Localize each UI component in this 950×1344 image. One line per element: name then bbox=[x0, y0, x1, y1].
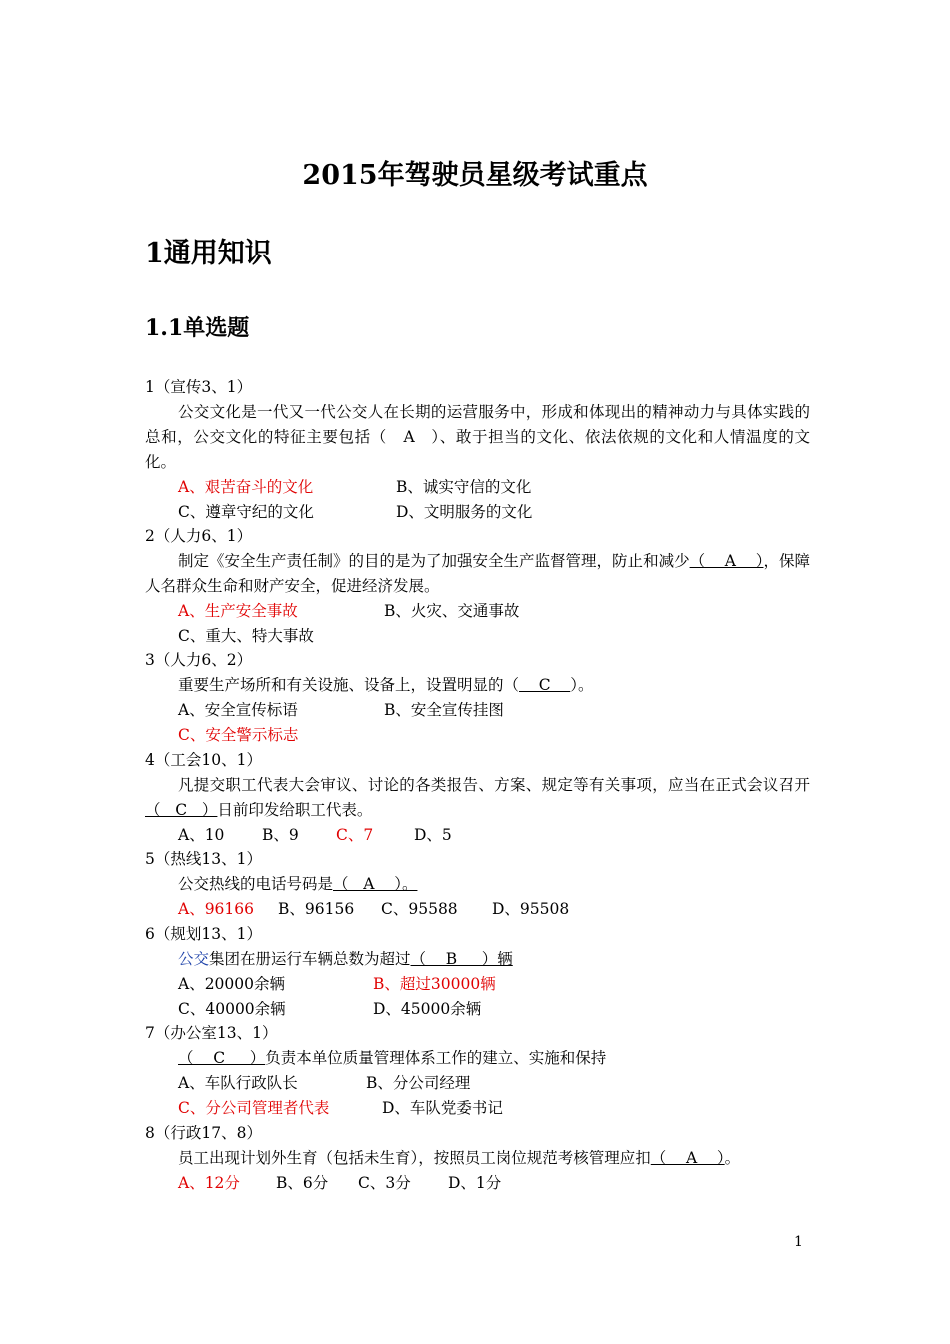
stem-text: 。 bbox=[724, 1149, 741, 1167]
question-stem bbox=[145, 1046, 810, 1071]
option-c: C、重大、特大事故 bbox=[178, 627, 314, 645]
section-heading: 1.1单选题 bbox=[145, 315, 250, 341]
options-row bbox=[145, 897, 810, 922]
stem-text: 重要生产场所和有关设施、设备上，设置明显的（ bbox=[178, 676, 520, 694]
options-row bbox=[145, 997, 810, 1022]
stem-text: ）。 bbox=[570, 676, 594, 694]
stem-highlight: 公交 bbox=[178, 950, 210, 968]
question-head: 7（办公室13、1） bbox=[145, 1024, 278, 1042]
option-d: D、45000余辆 bbox=[373, 1000, 482, 1018]
options-row bbox=[145, 475, 810, 500]
question-head: 5（热线13、1） bbox=[145, 850, 262, 868]
option-b: B、分公司经理 bbox=[366, 1074, 471, 1092]
option-d: D、1分 bbox=[448, 1174, 502, 1192]
option-a: A、安全宣传标语 bbox=[178, 701, 298, 719]
option-d: D、文明服务的文化 bbox=[396, 503, 533, 521]
stem-text: 公交文化是一代又一代公交人在长期的运营服务中，形成和体现出的精神动力与具体实践的总和，公交文化的特征主要包括（ bbox=[145, 403, 810, 446]
question-3 bbox=[145, 648, 810, 748]
option-b: B、安全宣传挂图 bbox=[384, 701, 504, 719]
option-b: B、6分 bbox=[276, 1174, 329, 1192]
options-row bbox=[145, 500, 810, 525]
option-a: A、艰苦奋斗的文化 bbox=[178, 478, 314, 496]
option-c: C、7 bbox=[336, 826, 374, 844]
question-stem bbox=[145, 773, 810, 823]
options-row bbox=[145, 698, 810, 723]
option-c: C、3分 bbox=[358, 1174, 411, 1192]
option-a: A、生产安全事故 bbox=[178, 602, 298, 620]
stem-text: 负责本单位质量管理体系工作的建立、实施和保持 bbox=[265, 1049, 607, 1067]
question-head: 6（规划13、1） bbox=[145, 925, 262, 943]
question-head: 2（人力6、1） bbox=[145, 527, 253, 545]
answer-blank: C bbox=[519, 676, 571, 694]
options-row bbox=[145, 1071, 810, 1096]
question-head: 8（行政17、8） bbox=[145, 1124, 262, 1142]
answer-blank: （ A ） bbox=[689, 552, 764, 570]
option-c: C、遵章守纪的文化 bbox=[178, 503, 314, 521]
option-c: C、40000余辆 bbox=[178, 1000, 286, 1018]
question-1 bbox=[145, 375, 810, 525]
option-a: A、20000余辆 bbox=[178, 975, 286, 993]
stem-text: 制定《安全生产责任制》的目的是为了加强安全生产监督管理，防止和减少 bbox=[178, 552, 690, 570]
answer-blank: （ C ） bbox=[178, 1049, 266, 1067]
option-b: B、诚实守信的文化 bbox=[396, 478, 532, 496]
stem-text: ，保障人名群众生命和财产安全，促进经济发展。 bbox=[145, 552, 810, 595]
options-row bbox=[145, 823, 810, 848]
stem-text: ）、敢于担当的文化、依法依规的文化和人情温度的文化。 bbox=[145, 428, 810, 471]
options-row bbox=[145, 624, 810, 649]
stem-text: 凡提交职工代表大会审议、讨论的各类报告、方案、规定等有关事项，应当在正式会议召开 bbox=[178, 776, 810, 794]
question-stem bbox=[145, 1146, 810, 1171]
document-title: 2015年驾驶员星级考试重点 bbox=[302, 160, 648, 191]
answer-blank: （ C ） bbox=[145, 801, 218, 819]
stem-text: 公交热线的电话号码是 bbox=[178, 875, 334, 893]
answer-blank: （ A ）。 bbox=[333, 875, 418, 893]
option-b: B、9 bbox=[262, 826, 299, 844]
options-row bbox=[145, 972, 810, 997]
option-a: A、12分 bbox=[178, 1174, 240, 1192]
options-row bbox=[145, 599, 810, 624]
option-d: D、车队党委书记 bbox=[382, 1099, 503, 1117]
question-stem bbox=[145, 549, 810, 599]
stem-text: 员工出现计划外生育（包括未生育），按照员工岗位规范考核管理应扣 bbox=[178, 1149, 651, 1167]
options-row bbox=[145, 723, 810, 748]
option-b: B、超过30000辆 bbox=[373, 975, 496, 993]
answer-blank: （ B ）辆 bbox=[410, 950, 513, 968]
question-8 bbox=[145, 1121, 810, 1196]
option-a: A、10 bbox=[178, 826, 225, 844]
option-b: B、96156 bbox=[278, 900, 355, 918]
options-row bbox=[145, 1096, 810, 1121]
stem-text: 日前印发给职工代表。 bbox=[217, 801, 373, 819]
question-2 bbox=[145, 524, 810, 649]
question-stem bbox=[145, 872, 810, 897]
question-stem bbox=[145, 947, 810, 972]
option-a: A、96166 bbox=[178, 900, 255, 918]
options-row bbox=[145, 1171, 810, 1196]
page-number: 1 bbox=[794, 1234, 803, 1250]
option-c: C、安全警示标志 bbox=[178, 726, 299, 744]
question-5 bbox=[145, 847, 810, 922]
option-a: A、车队行政队长 bbox=[178, 1074, 298, 1092]
option-b: B、火灾、交通事故 bbox=[384, 602, 520, 620]
option-c: C、分公司管理者代表 bbox=[178, 1099, 330, 1117]
question-stem bbox=[145, 673, 810, 698]
question-head: 4（工会10、1） bbox=[145, 751, 262, 769]
question-head: 3（人力6、2） bbox=[145, 651, 253, 669]
option-d: D、95508 bbox=[492, 900, 570, 918]
question-4 bbox=[145, 748, 810, 848]
stem-text: 集团在册运行车辆总数为超过 bbox=[209, 950, 411, 968]
question-stem bbox=[145, 400, 810, 475]
answer-blank: （ A ） bbox=[650, 1149, 725, 1167]
question-6 bbox=[145, 922, 810, 1022]
answer-blank: A bbox=[386, 428, 432, 446]
chapter-heading: 1通用知识 bbox=[145, 238, 272, 269]
question-head: 1（宣传3、1） bbox=[145, 378, 253, 396]
option-c: C、95588 bbox=[381, 900, 458, 918]
option-d: D、5 bbox=[414, 826, 452, 844]
question-7 bbox=[145, 1021, 810, 1121]
